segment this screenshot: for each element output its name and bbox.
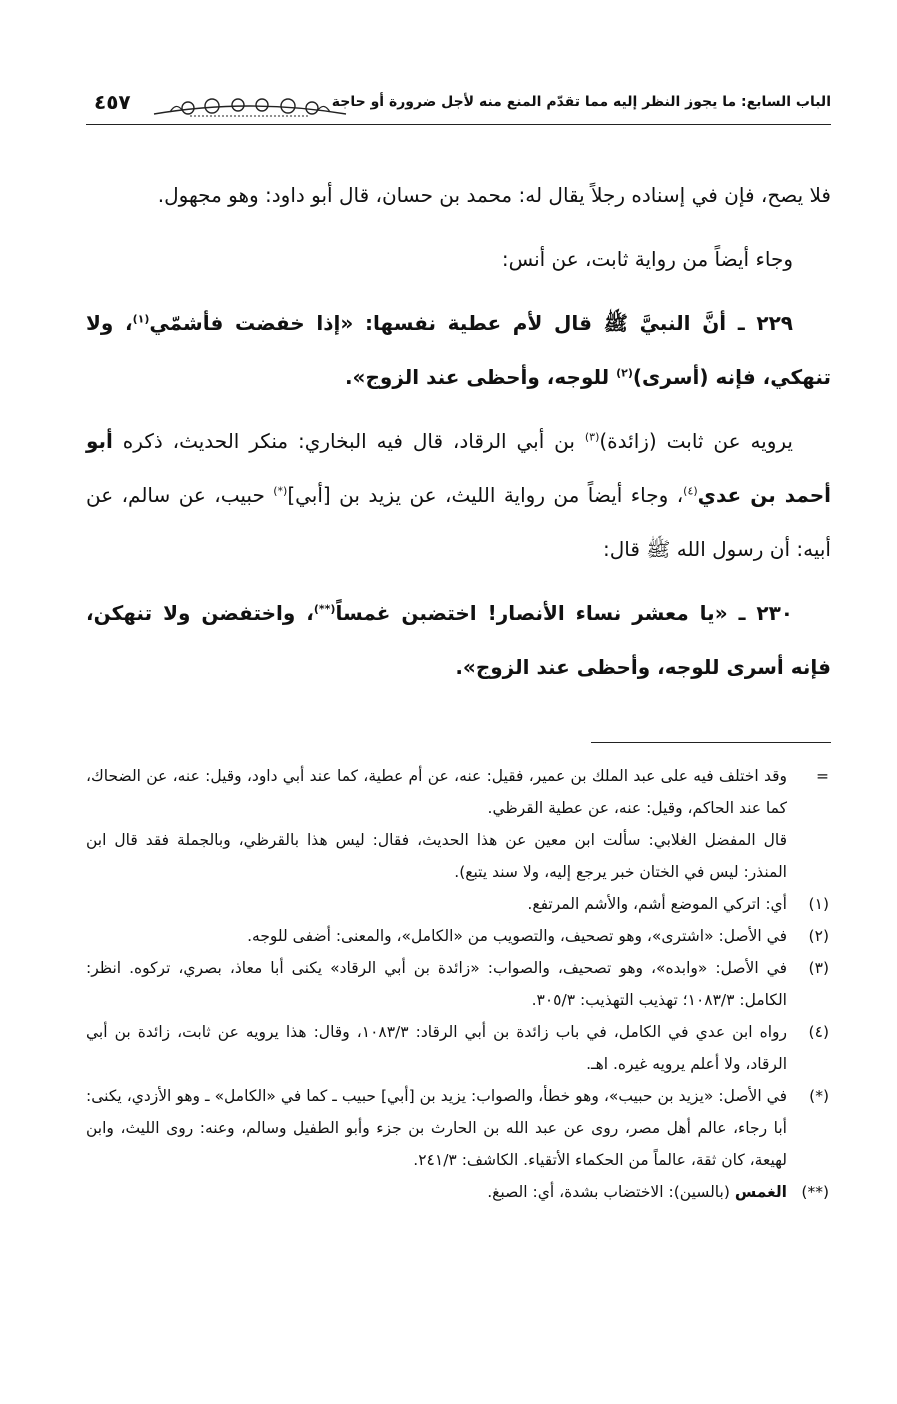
narrator-name: أبو أحمد بن عدي bbox=[86, 429, 832, 507]
footnote-4 bbox=[86, 1016, 831, 1080]
footnote-star bbox=[86, 1080, 831, 1176]
footnotes bbox=[86, 760, 831, 1208]
footnote-double-star bbox=[86, 1176, 831, 1208]
hadith-229 bbox=[86, 296, 831, 404]
footnote-ref-star[interactable]: (*) bbox=[273, 484, 288, 498]
hadith-text: ، واختفضن ولا تنهكن، فإنه أسرى للوجه، وأحظى عند الزوج». bbox=[86, 601, 831, 679]
hadith-230 bbox=[86, 586, 831, 694]
footnote-marker: (٢) bbox=[808, 927, 829, 945]
hadith-text: ٢٢٩ ـ أنَّ النبيَّ ﷺ قال لأم عطية نفسها: «إذا خفضت فأشمّي bbox=[149, 311, 793, 335]
footnote-ref-4[interactable]: (٤) bbox=[683, 484, 698, 498]
page-number: ٤٥٧ bbox=[94, 90, 131, 114]
narration-paragraph bbox=[86, 414, 831, 576]
paragraph: وجاء أيضاً من رواية ثابت، عن أنس: bbox=[501, 247, 793, 271]
footnote-marker: (٤) bbox=[808, 1023, 829, 1041]
footnote-text: وقد اختلف فيه على عبد الملك بن عمير، فقيل: عنه، عن أم عطية، كما عند أبي داود، وقيل: عنه، عن الضحاك، كما عند الحاكم، وقيل: عنه، عن عطية القرظي. bbox=[86, 767, 787, 817]
ornament-icon bbox=[150, 94, 350, 118]
page-header bbox=[86, 84, 831, 125]
running-title: الباب السابع: ما يجوز النظر إليه مما تقدّم المنع منه لأجل ضرورة أو حاجة bbox=[331, 94, 831, 110]
footnote-text: في الأصل: «اشترى»، وهو تصحيف، والتصويب من «الكامل»، والمعنى: أضفى للوجه. bbox=[247, 927, 787, 945]
hadith-text: ٢٣٠ ـ «يا معشر نساء الأنصار! اختضبن غمساً bbox=[335, 601, 793, 625]
footnote-text: رواه ابن عدي في الكامل، في باب زائدة بن أبي الرقاد: ١٠٨٣/٣، وقال: هذا يرويه عن ثابت، زائدة بن أبي الرقاد، ولا أعلم يرويه غيره. اهـ. bbox=[86, 1023, 787, 1073]
footnote-marker: = bbox=[816, 767, 829, 785]
narration-text: ، وجاء أيضاً من رواية الليث، عن يزيد بن [أبي] bbox=[287, 483, 684, 507]
footnote-divider bbox=[591, 742, 831, 743]
footnote-marker: (**) bbox=[801, 1183, 829, 1201]
footnote-text: أي: اتركي الموضع أشم، والأشم المرتفع. bbox=[527, 895, 787, 913]
footnote-1 bbox=[86, 888, 831, 920]
narration-text: حبيب، عن سالم، عن أبيه: أن رسول الله ﷺ قال: bbox=[86, 483, 831, 561]
footnote-marker: (*) bbox=[809, 1087, 829, 1105]
paragraph: فلا يصح، فإن في إسناده رجلاً يقال له: محمد بن حسان، قال أبو داود: وهو مجهول. bbox=[157, 183, 831, 207]
footnote-marker: (١) bbox=[808, 895, 829, 913]
footnote-marker: (٣) bbox=[808, 959, 829, 977]
footnote-3 bbox=[86, 952, 831, 1016]
footnote-continued bbox=[86, 824, 831, 888]
footnote-ref-2[interactable]: (٢) bbox=[616, 366, 633, 380]
footnote-continued bbox=[86, 760, 831, 824]
footnote-ref-3[interactable]: (٣) bbox=[584, 430, 600, 444]
footnote-text: قال المفضل الغلابي: سألت ابن معين عن هذا الحديث، فقال: ليس هذا بالقرظي، وبالجملة فقد قال ابن المنذر: ليس في الختان خبر يرجع إليه، ولا سند يتبع). bbox=[86, 831, 787, 881]
footnote-text: في الأصل: «وابده»، وهو تصحيف، والصواب: «زائدة بن أبي الرقاد» يكنى أبا معاذ، بصري، تركوه. انظر: الكامل: ١٠٨٣/٣؛ تهذيب التهذيب: ٣٠٥/٣. bbox=[86, 959, 787, 1009]
footnote-ref-double-star[interactable]: (**) bbox=[313, 602, 336, 616]
footnote-2 bbox=[86, 920, 831, 952]
footnote-text: (بالسين): الاختضاب بشدة، أي: الصبغ. bbox=[487, 1183, 735, 1201]
footnote-ref-1[interactable]: (١) bbox=[132, 312, 150, 326]
main-text bbox=[86, 168, 831, 694]
footnote-term: الغمس bbox=[734, 1183, 787, 1201]
hadith-text: ، ولا تنهكي، فإنه (أسرى) bbox=[86, 311, 831, 389]
hadith-text: للوجه، وأحظى عند الزوج». bbox=[344, 365, 617, 389]
narration-text: يرويه عن ثابت (زائدة) bbox=[599, 429, 793, 453]
narration-text: بن أبي الرقاد، قال فيه البخاري: منكر الحديث، ذكره bbox=[112, 429, 585, 453]
footnote-text: في الأصل: «يزيد بن حبيب»، وهو خطأ، والصواب: يزيد بن [أبي] حبيب ـ كما في «الكامل» ـ وهو الأزدي، يكنى: أبا رجاء، عالم أهل مصر، روى عن عبد الله بن الحارث بن جزء وأبو الطفيل وسالم، وعنه: روى الليث، وابن لهيعة، كان ثقة، عالماً من الحكماء الأتقياء. الكاشف: ٢٤١/٣. bbox=[86, 1087, 787, 1169]
